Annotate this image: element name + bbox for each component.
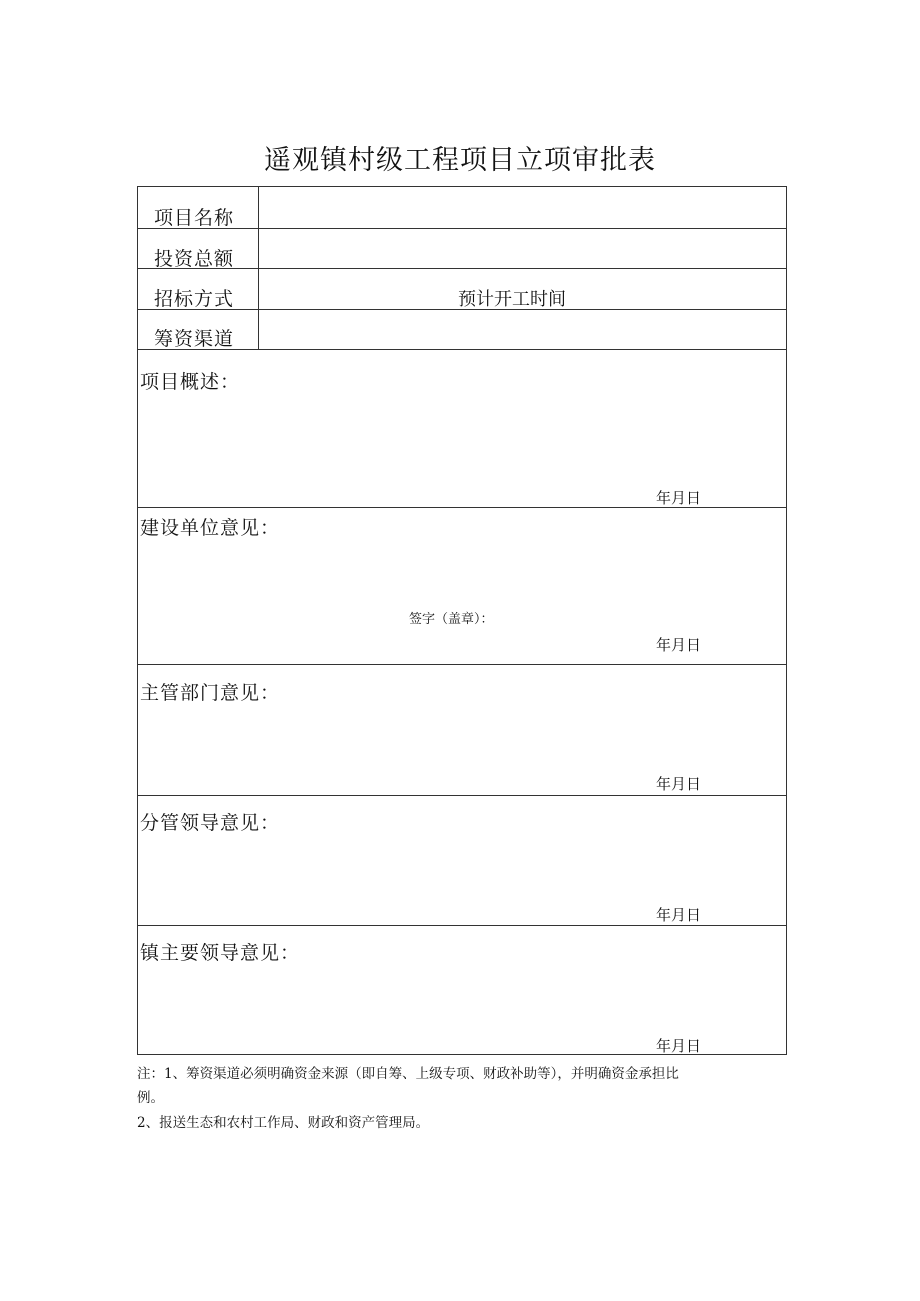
note-line-2: 例。	[137, 1090, 164, 1106]
investment-total-field[interactable]	[260, 229, 786, 268]
bidding-method-label: 招标方式	[154, 288, 235, 310]
project-overview-label: 项目概述：	[140, 371, 241, 393]
construction-unit-opinion-label: 建设单位意见：	[140, 517, 281, 539]
note-line-1: 注：1、筹资渠道必须明确资金来源（即自筹、上级专项、财政补助等），并明确资金承担比	[137, 1066, 679, 1082]
project-name-label: 项目名称	[154, 207, 235, 229]
section-divider	[138, 795, 786, 796]
approval-form-table	[137, 186, 787, 1055]
row-divider	[138, 349, 786, 350]
leader-in-charge-opinion-label: 分管领导意见：	[140, 812, 281, 834]
signature-seal-label: 签字（盖章）：	[409, 612, 494, 627]
town-main-leader-opinion-label: 镇主要领导意见：	[140, 942, 301, 964]
construction-unit-opinion-date: 年月日	[656, 636, 702, 654]
competent-department-opinion-date: 年月日	[656, 775, 702, 793]
row-divider	[138, 268, 786, 269]
note-line-3: 2、报送生态和农村工作局、财政和资产管理局。	[137, 1115, 430, 1131]
page-title: 遥观镇村级工程项目立项审批表	[264, 145, 656, 176]
project-overview-date: 年月日	[656, 489, 702, 507]
project-name-field[interactable]	[260, 187, 786, 228]
planned-start-time-label: 预计开工时间	[458, 289, 566, 310]
section-divider	[138, 925, 786, 926]
investment-total-label: 投资总额	[154, 248, 235, 270]
funding-channel-label: 筹资渠道	[154, 328, 235, 350]
funding-channel-field[interactable]	[260, 310, 786, 349]
town-main-leader-opinion-date: 年月日	[656, 1037, 702, 1055]
competent-department-opinion-label: 主管部门意见：	[140, 682, 281, 704]
leader-in-charge-opinion-date: 年月日	[656, 906, 702, 924]
section-divider	[138, 664, 786, 665]
